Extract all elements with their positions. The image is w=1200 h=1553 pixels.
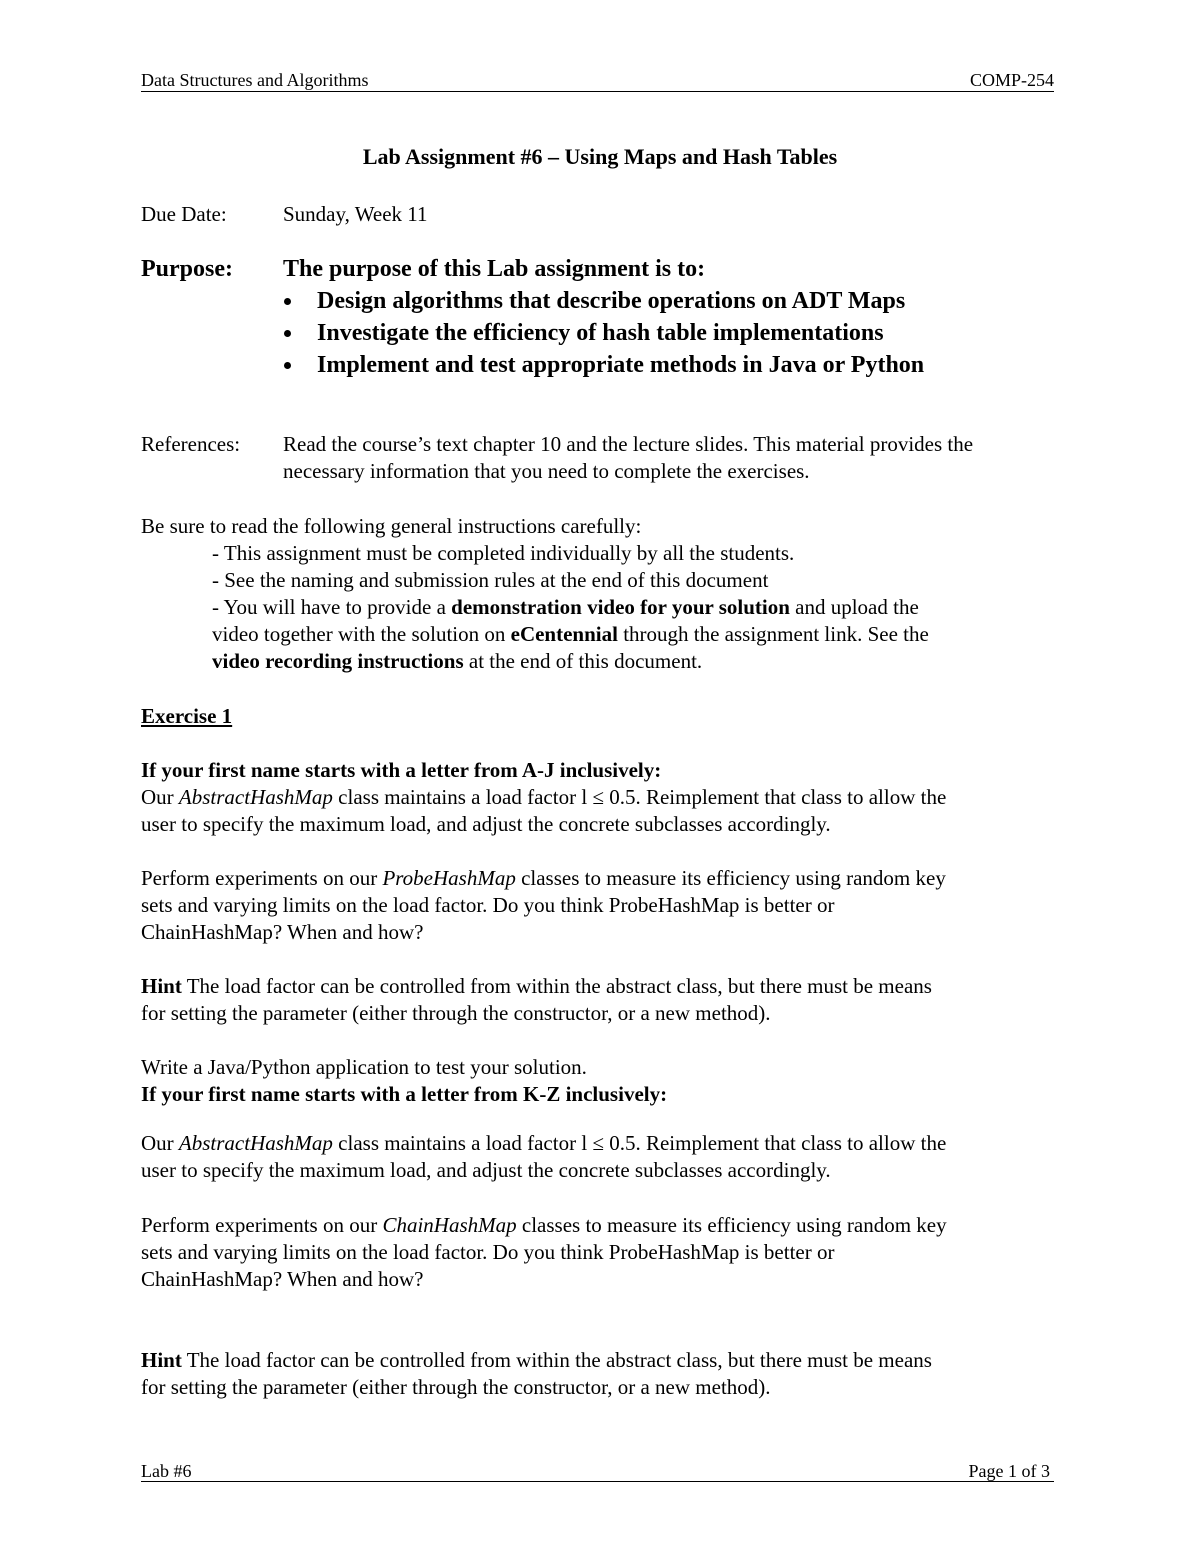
aj-hint-line-1: Hint The load factor can be controlled from within the abstract class, but there must be means bbox=[141, 974, 932, 998]
header-course-name: Data Structures and Algorithms bbox=[141, 70, 369, 90]
footer-lab: Lab #6 bbox=[141, 1461, 192, 1481]
purpose-item-3: Implement and test appropriate methods in Java or Python bbox=[317, 352, 925, 378]
kz-heading: If your first name starts with a letter from K-Z inclusively: bbox=[141, 1082, 668, 1106]
references-line-1: Read the course’s text chapter 10 and the lecture slides. This material provides the bbox=[283, 432, 974, 456]
instructions-item-3-line-2: video together with the solution on eCentennial through the assignment link. See the bbox=[212, 622, 929, 646]
due-date-value: Sunday, Week 11 bbox=[283, 202, 428, 226]
aj-paragraph-2-line-2: sets and varying limits on the load factor. Do you think ProbeHashMap is better or bbox=[141, 893, 835, 917]
kz-paragraph-2-line-2: sets and varying limits on the load factor. Do you think ProbeHashMap is better or bbox=[141, 1240, 835, 1264]
exercise-heading: Exercise 1 bbox=[141, 704, 233, 728]
aj-paragraph-2-line-1: Perform experiments on our ProbeHashMap classes to measure its efficiency using random key bbox=[141, 866, 946, 890]
aj-heading: If your first name starts with a letter from A-J inclusively: bbox=[141, 758, 662, 782]
bullet-icon bbox=[284, 298, 291, 305]
bullet-icon bbox=[284, 330, 291, 337]
page-title: Lab Assignment #6 – Using Maps and Hash Tables bbox=[362, 144, 838, 169]
references-label: References: bbox=[141, 432, 241, 456]
purpose-label: Purpose: bbox=[141, 256, 233, 282]
aj-hint-line-2: for setting the parameter (either through the constructor, or a new method). bbox=[141, 1001, 771, 1025]
aj-write: Write a Java/Python application to test your solution. bbox=[141, 1055, 587, 1079]
purpose-item-1: Design algorithms that describe operations on ADT Maps bbox=[317, 288, 906, 314]
bullet-icon bbox=[284, 362, 291, 369]
aj-paragraph-2-line-3: ChainHashMap? When and how? bbox=[141, 920, 424, 944]
aj-paragraph-1-line-2: user to specify the maximum load, and adjust the concrete subclasses accordingly. bbox=[141, 812, 831, 836]
instructions-item-3-line-3: video recording instructions at the end of this document. bbox=[212, 649, 703, 673]
references-line-2: necessary information that you need to complete the exercises. bbox=[283, 459, 810, 483]
kz-paragraph-1-line-2: user to specify the maximum load, and adjust the concrete subclasses accordingly. bbox=[141, 1158, 831, 1182]
kz-paragraph-2-line-3: ChainHashMap? When and how? bbox=[141, 1267, 424, 1291]
aj-paragraph-1-line-1: Our AbstractHashMap class maintains a load factor l ≤ 0.5. Reimplement that class to allow the bbox=[141, 785, 947, 809]
kz-hint-line-1: Hint The load factor can be controlled from within the abstract class, but there must be means bbox=[141, 1348, 932, 1372]
purpose-item-2: Investigate the efficiency of hash table implementations bbox=[317, 320, 884, 346]
kz-hint-line-2: for setting the parameter (either through the constructor, or a new method). bbox=[141, 1375, 771, 1399]
footer-page-number: Page 1 of 3 bbox=[968, 1461, 1050, 1481]
kz-paragraph-2-line-1: Perform experiments on our ChainHashMap classes to measure its efficiency using random key bbox=[141, 1213, 947, 1237]
header-course-code: COMP-254 bbox=[969, 70, 1054, 90]
footer-rule bbox=[141, 1481, 1054, 1482]
instructions-intro: Be sure to read the following general instructions carefully: bbox=[141, 514, 642, 538]
instructions-item-3-line-1: - You will have to provide a demonstration video for your solution and upload the bbox=[212, 595, 919, 619]
header-rule bbox=[141, 91, 1054, 92]
purpose-intro: The purpose of this Lab assignment is to: bbox=[283, 256, 706, 282]
instructions-item-2: - See the naming and submission rules at the end of this document bbox=[212, 568, 769, 592]
kz-paragraph-1-line-1: Our AbstractHashMap class maintains a load factor l ≤ 0.5. Reimplement that class to allow the bbox=[141, 1131, 947, 1155]
due-date-label: Due Date: bbox=[141, 202, 227, 226]
instructions-item-1: - This assignment must be completed individually by all the students. bbox=[212, 541, 795, 565]
